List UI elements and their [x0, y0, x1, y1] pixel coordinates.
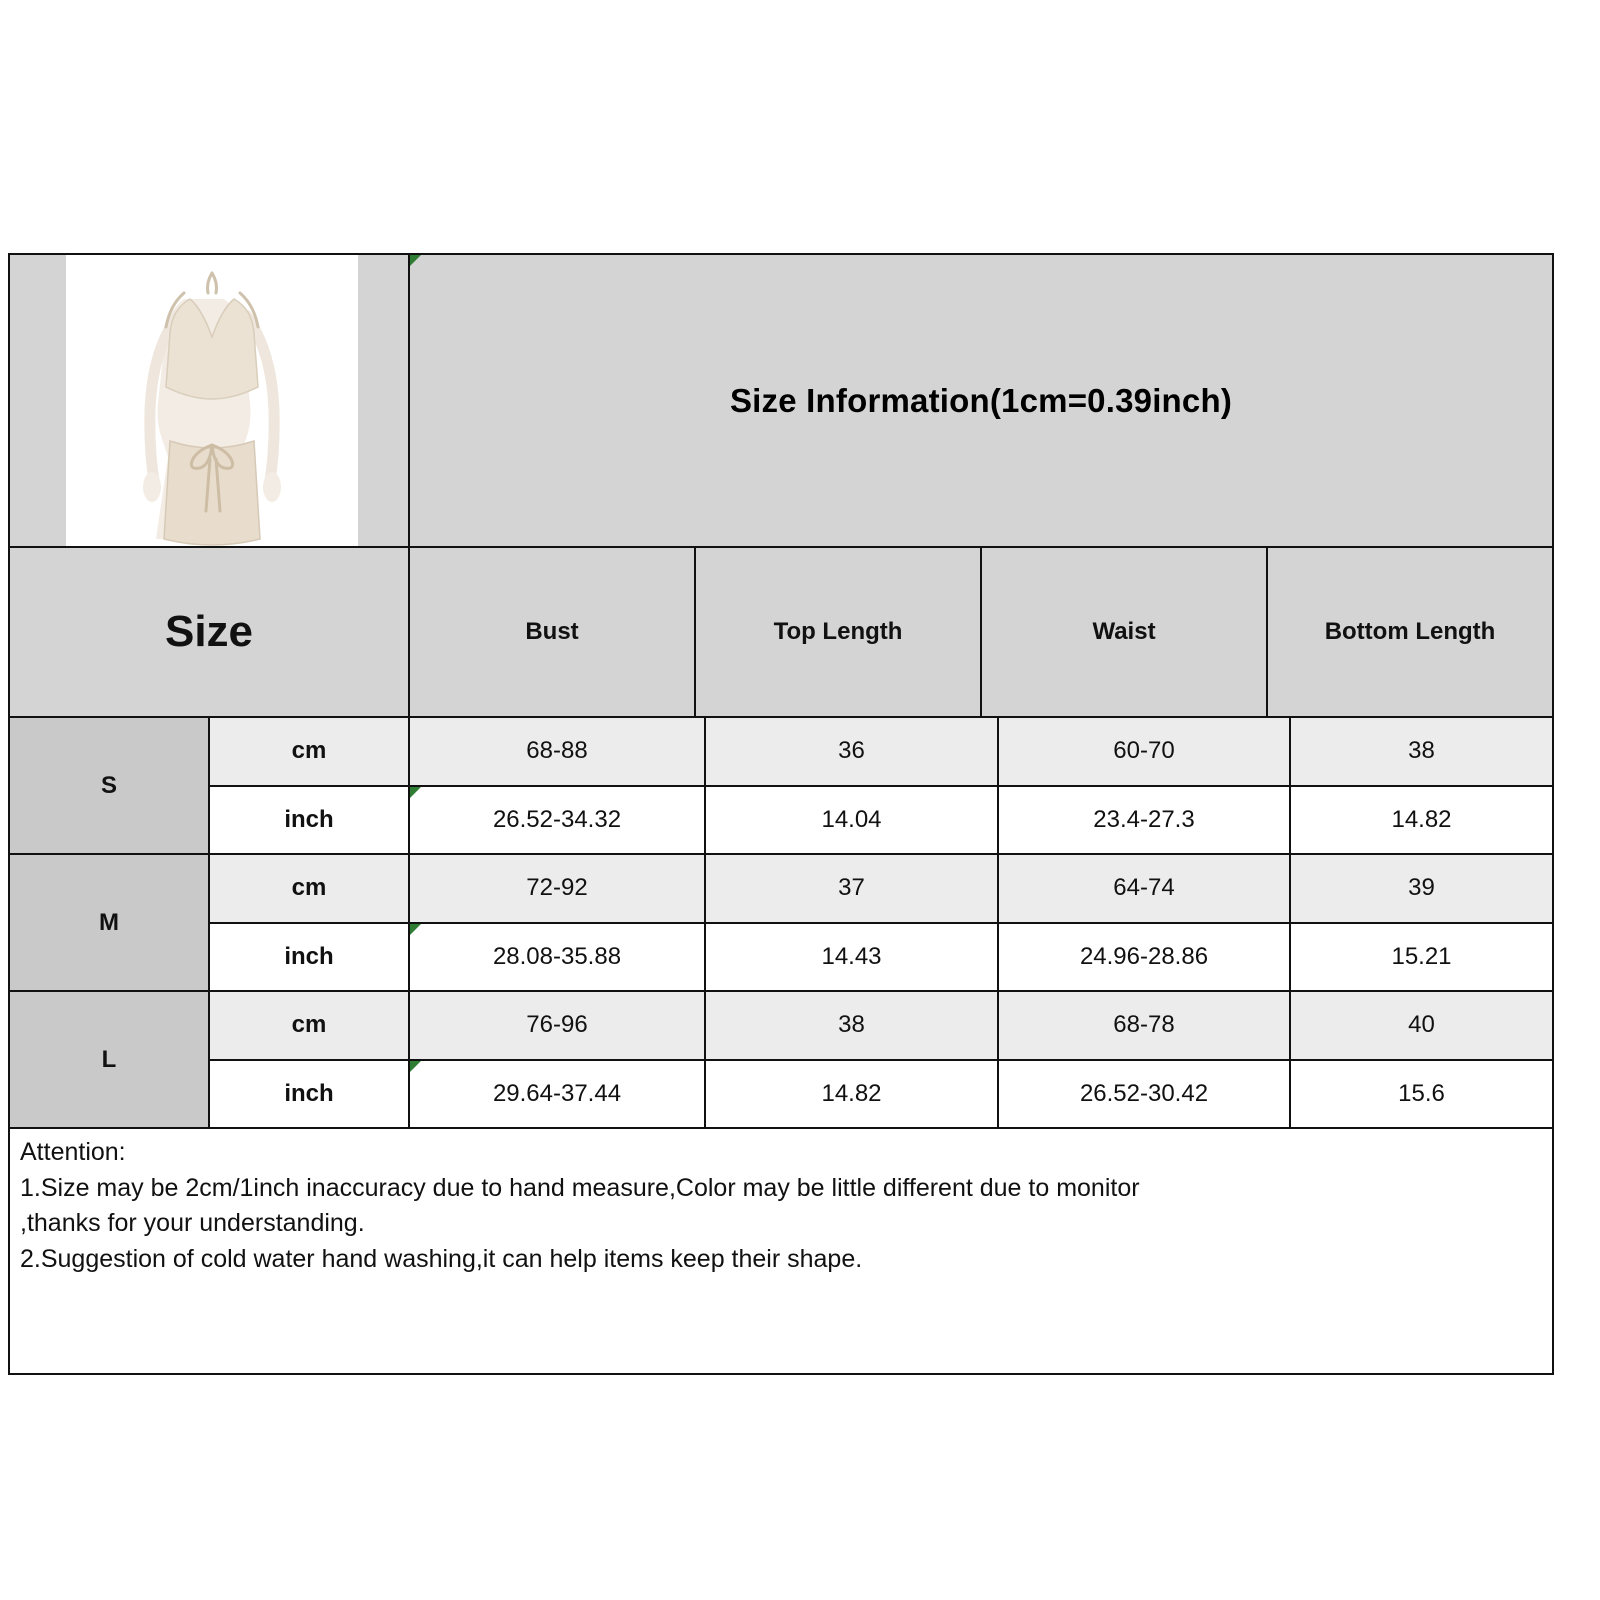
garment-illustration	[66, 255, 358, 546]
attention-line-2: ,thanks for your understanding.	[20, 1209, 365, 1237]
product-photo	[66, 255, 358, 546]
unit-row-inch	[210, 924, 1552, 991]
cell-bust: 68-88	[410, 718, 706, 785]
unit-cell: inch	[210, 924, 410, 991]
unit-row-cm	[210, 718, 1552, 787]
cell-bottom-length: 14.82	[1391, 805, 1452, 833]
cell-top-length: 36	[706, 718, 999, 785]
top-band	[10, 255, 1552, 548]
cell-top-length: 37	[706, 855, 999, 922]
cell-top-length: 14.43	[706, 924, 999, 991]
cell-bust: 26.52-34.32	[410, 787, 706, 854]
cell-waist: 24.96-28.86	[999, 924, 1291, 991]
header-size: Size	[10, 548, 410, 716]
attention-block	[10, 1129, 1552, 1277]
unit-cell: cm	[210, 992, 410, 1059]
cell-waist: 64-74	[999, 855, 1291, 922]
corner-mark-icon	[410, 924, 421, 935]
cell-top-length: 14.82	[706, 1061, 999, 1128]
cell-bottom-length: 38	[1408, 737, 1435, 765]
unit-row-cm	[210, 992, 1552, 1061]
page-title: Size Information(1cm=0.39inch)	[729, 381, 1233, 419]
cell-waist: 60-70	[999, 718, 1291, 785]
header-waist: Waist	[982, 548, 1268, 716]
table-header-row	[10, 548, 1552, 718]
product-photo-cell	[10, 255, 410, 546]
cell-bust: 29.64-37.44	[410, 1061, 706, 1128]
attention-line-3: 2.Suggestion of cold water hand washing,it can help items keep their shape.	[20, 1244, 863, 1273]
header-top-length: Top Length	[696, 548, 982, 716]
header-bottom-length: Bottom Length	[1268, 548, 1552, 716]
cell-top-length: 14.04	[706, 787, 999, 854]
cell-waist: 23.4-27.3	[999, 787, 1291, 854]
cell-bottom-length: 15.21	[1391, 942, 1452, 970]
title-cell	[410, 255, 1552, 546]
size-label-m: M	[10, 855, 210, 990]
unit-row-inch	[210, 1061, 1552, 1128]
size-label-s: S	[10, 718, 210, 853]
unit-row-cm	[210, 855, 1552, 924]
table-row	[10, 992, 1552, 1129]
cell-bottom-length: 15.6	[1398, 1079, 1445, 1107]
attention-line-1: 1.Size may be 2cm/1inch inaccuracy due to hand measure,Color may be little different due to monitor	[20, 1173, 1140, 1202]
unit-cell: inch	[210, 1061, 410, 1128]
cell-bust: 28.08-35.88	[410, 924, 706, 991]
cell-bust: 76-96	[410, 992, 706, 1059]
attention-heading: Attention:	[20, 1138, 126, 1166]
unit-cell: cm	[210, 718, 410, 785]
header-bust: Bust	[410, 548, 696, 716]
corner-mark-icon	[410, 1061, 421, 1072]
cell-bust: 72-92	[410, 855, 706, 922]
size-label-l: L	[10, 992, 210, 1127]
corner-mark-icon	[410, 255, 421, 266]
unit-cell: inch	[210, 787, 410, 854]
table-row	[10, 855, 1552, 992]
table-row	[10, 718, 1552, 855]
size-chart-sheet	[8, 253, 1554, 1375]
cell-top-length: 38	[706, 992, 999, 1059]
cell-bottom-length: 39	[1408, 874, 1435, 902]
cell-waist: 26.52-30.42	[999, 1061, 1291, 1128]
unit-row-inch	[210, 787, 1552, 854]
cell-waist: 68-78	[999, 992, 1291, 1059]
cell-bottom-length: 40	[1408, 1011, 1435, 1039]
corner-mark-icon	[410, 787, 421, 798]
unit-cell: cm	[210, 855, 410, 922]
